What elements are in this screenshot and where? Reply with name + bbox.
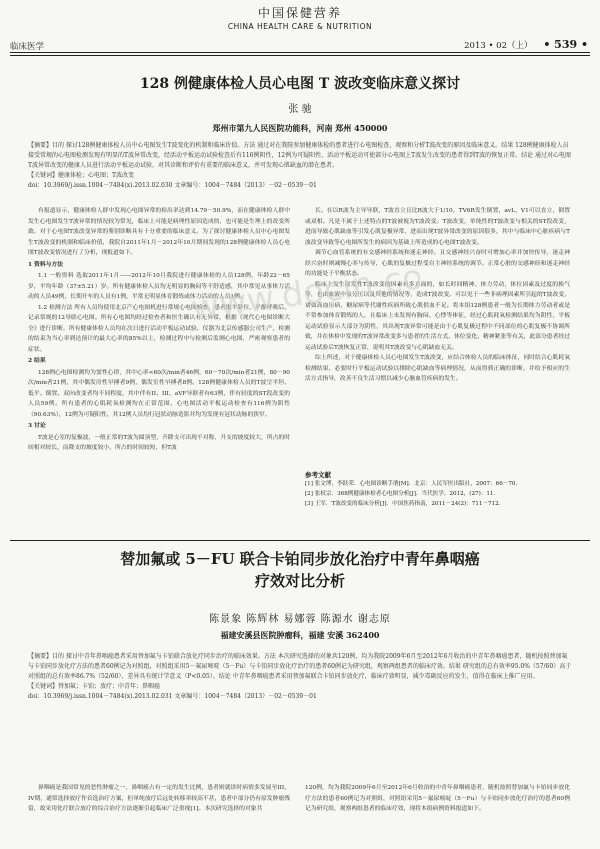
paragraph: 综上所述，对于健康体检人员心电图发生T波改变，应结合体检人员的临床体征，同时结合心肌耗氧检测结果，必要时行平板运动试验以排除心肌缺血等病理情况，从而得到正确的诊断，并给予相应的生活方式指导，改善不良生活习惯以减少心脑血管疾病的发生。 <box>305 355 570 382</box>
paragraph: T波是心室的复极波，一般正常的T波为圆顶型，升降支可出现不对称，升支的坡度较大，所占的时间相对较长，而降支的坡度较小，所占的时间较短，但T波 <box>28 434 290 451</box>
article1-author: 张 驰 <box>288 104 312 115</box>
journal-name-en: CHINA HEALTH CARE & NUTRITION <box>227 22 373 31</box>
references <box>305 470 570 509</box>
keywords: 【关键词】替加氟；卡铂；放疗；中青年；鼻咽癌 <box>28 683 161 690</box>
section-label: 临床医学 <box>10 42 45 52</box>
paragraph: 128例心电图检测均为窦性心律，其中心率<60次/min者46例，60－70次/min者21例，80－90次/min者21例，其中偶发房性早搏者9例，偶发室性早搏者8例。128例健康体检人员的T波呈平坦、低平、倒置、双向改变者均不同程度，其中伴有II、III、aVF导联者有63例，伴有轻度的ST段改变的人员59例。所有患者的心肌耗氧检测均在正常范围，心电图活动平板运动检查有116例为阴性（90.63%），12例为可疑阳性，其12例人员均行冠状动脉造影并均为发现有冠状动脉的狭窄。 <box>28 369 290 418</box>
paragraph: 长。在以R波为主导导联，T波直立且比R波大于1/10，TV6R发生倒置，avL、V1可以直立，倒置或双相。凡是不属于上述特点的T波被视为T波改变。T波改变，单纯性的T波改变与相关的ST段改变，进而导致心肌缺血等引发心肌复极异常，进而出现T波异常改变的原因很多，其中与临床中心脏疾病与T波改变导致等心电图所发生的病因为基础上所造成的心电图T波改变。 <box>305 208 570 246</box>
section-heading: 3 讨论 <box>28 423 46 429</box>
reference-item: [1] 张文博，李跃荣．心电图诊断手册[M]．北京：人民军医出版社，2007：66－70. <box>305 481 518 487</box>
references-label: 参考文献 <box>305 471 331 479</box>
article2-left-column <box>28 783 290 841</box>
abstract-text: 【摘要】目的 探讨中青年鼻咽癌患者采用替加氟与卡铂联合放化疗同步治疗的临床效果。方法 本次研究选择的对象共120例，均为我院2009年6月至2012年6月收治的中青年鼻咽癌患者，随机按照替加氟与卡铂同步放化疗方法的患者60例记为对照组，对照组采用5－氟尿嘧啶（5－Fu）与卡铂同步放化疗治疗的患者60例记为研究组，观察两组患者的临床疗效。结果 研究组的总有效率95.0%（57/60）高于对照组的总有效率86.7%（52/60），差异具有统计学意义（P<0.05）。结论 中青年鼻咽癌患者采用替加氟联合卡铂同步放化疗，临床疗效明显，减少毒副反应的发生，值得在临床上推广应用。 <box>28 653 572 680</box>
issue-and-page <box>464 38 588 51</box>
article-separator <box>10 540 590 541</box>
issue-label: 2013 • 02（上） <box>464 41 533 51</box>
watermark <box>180 230 420 350</box>
article1-affiliation: 郑州市第九人民医院功能科，河南 郑州 450000 <box>212 123 388 133</box>
watermark-text: www.docin.com <box>188 252 420 330</box>
article2-title-line1: 替加氟或 5－FU 联合卡铂同步放化治疗中青年鼻咽癌 <box>120 550 480 568</box>
keywords: 【关键词】健康体检；心电图；T波改变 <box>28 172 135 179</box>
paragraph: 调节心血管系统的有交感神经系统和迷走神经。且交感神经兴奋时可增加心率并加快传导，迷走神经兴奋时则减慢心率与传导，心肌的复极过程受自主神经系统的调节。正常心脏的交感神经和迷走神经的功能处于平衡状态。 <box>305 250 570 277</box>
paragraph: 临床上发生原发性T波改变的因素有多方面的，如长时间精神、体力劳动，体位因素及过度的换气等，也由血液中氧分压以及其他的情况等，造成T波改变。可以见于一些非病理因素所引起的T波改变，诸如高血压病、糖尿病等代谢性疾病所致心肌供血不足。将本组128例患者一般为长期体力劳动者或是不常参加体育锻炼的人，且临床上未发现有胸闷、心悸等体征，经过心肌耗氧检测结果均为阴性，平板运动试验显示大部分为阴性，其出现T波异常可能是由于心肌复极过程中不同部位的心肌复极不协调所致，并在体检中发现的T波异常改变多与患者的生活方式、体位变化、精神紧张等有关，此部分患者经过运动试验后T波恢复正常，说明其T波改变与心肌缺血无关。 <box>305 281 570 351</box>
paragraph: 有报道显示，健康体检人群中发现心电图异常的检出率达到14.79－50.9%，而在健康体检人群中发生心电图发生T波异常的情况较为常见，临床上可能是病理性原因造成的，也可能是生理上的改变所致。对于心电图T波改变异常的鉴别诊断具有十分重要的临床意义。为了探讨健康体检人员中心电图发生T波改变的机制和临床价值，我院自2011年1月－2012年10月期间发现的128例健康体检人员心电图T波改变情况进行了分析，现报道如下。 <box>28 208 290 256</box>
article2-authors: 陈景象 陈辉林 易娜蓉 陈源水 谢志原 <box>209 614 391 625</box>
article1-title: 128 例健康体检人员心电图 T 波改变临床意义探讨 <box>139 76 461 92</box>
header-rule-thin <box>10 55 590 56</box>
page-number: • 539 • <box>543 38 588 51</box>
article1-abstract <box>28 141 573 191</box>
paragraph: 120例，均为我院2009年6月至2012年6月收治的中青年鼻咽癌患者，随机按照替加氟与卡铂同步放化疗方法的患者60例记为对照组，对照组采用5－氟尿嘧啶（5－Fu）与卡铂同步放化疗治疗的患者60例记为研究组，观察两组患者的临床疗效，现将本组病例资料报道如下。 <box>305 785 570 812</box>
journal-name-cn: 中国保健营养 <box>257 6 342 20</box>
section-heading: 1 资料与方法 <box>28 261 64 268</box>
article2-abstract <box>28 652 573 702</box>
article2-title-line2: 疗效对比分析 <box>254 572 345 590</box>
article2-right-column <box>305 783 570 841</box>
paragraph: 1.1 一般资料 选取2011年1月——2012年10月我院进行健康体检的人员128例，年龄22－65岁，平均年龄（37±5.21）岁。所有健康体检人员均无明显的胸闷等不舒适感，其中常见从事体力活动的人员49例，长期开车的人员有1例，平常无明显体育锻炼或体力活动的人员1例。 <box>28 273 290 300</box>
paragraph: 1.2 检测方法 所有人员均使用北京产心电图机进行常规心电图检查，患者取平卧位，平静呼吸后，记录常规的12导联心电图。所有心电图均经过检查者和医生确认有无异常，根据《现代心电图诊断大全》进行诊断。所有健康体检人员均在次日进行活动平板运动试验，仪器为北京传感器公司生产，检测的结束为当心率到达预计的最大心率的85%以上，检测过程中与检测后监测心电图，严密观察患者的症状。 <box>28 304 290 353</box>
doi-line: doi：10.3969/j.issn.1004－7484(x).2013.02.030 文章编号：1004－7484（2013）－02－0539－01 <box>28 182 317 189</box>
reference-item: [3] 王军．T波改变的临床分析[J]．中国医药指南，2011－24(2)：711－712. <box>305 501 501 507</box>
section-heading: 2 结果 <box>28 358 46 364</box>
watermark-graphic <box>180 230 420 350</box>
doi-line: doi：10.3969/j.issn.1004－7484(x).2013.02.031 文章编号：1004－7484（2013）－02－0539－01 <box>28 693 317 700</box>
article2-affiliation: 福建安溪县医院肿瘤科，福建 安溪 362400 <box>220 630 380 640</box>
reference-item: [2] 张权宗．368例健康体检者心电图分析[J]．当代医学，2012，(27)：11. <box>305 491 496 497</box>
journal-header <box>0 4 600 31</box>
abstract-text: 【摘要】目的 探讨128例健康体检人员中心电图发生T波变化的机制和临床价值。方法 通过对在我院参加健康体检的患者进行心电图检查，观察和分析T波改变的原因及临床意义。结果 128例健康体检人员接受常规的心电图检测发现有明显的T波异常改变，经活动平板运动试验检查后有116例阴性，12例为可疑阳性，活动平板运动可使部分心电图上T波发生改变的患者得到T波的恢复正常。结论 通过对心电图T波异常改变的健康人员进行活动平板运动试验，对其诊断和评价有重要的临床意义，并可发现心肌缺血的潜在患者。 <box>28 142 572 169</box>
paragraph: 鼻咽癌是我国常见的恶性肿瘤之一，鼻咽癌占有一定的发生比例，患者则就诊时病情多发展至III、IV期，通常选择放疗作首选治疗方案，但单纯放疗后远处转移率较高不甚，患者中部分仍有原发肿瘤残留，故采用化疗联合放疗的综合治疗方法逐渐引起临床广泛重视[1]。本次研究选择的对象共 <box>28 785 290 812</box>
header-rule <box>10 52 590 53</box>
